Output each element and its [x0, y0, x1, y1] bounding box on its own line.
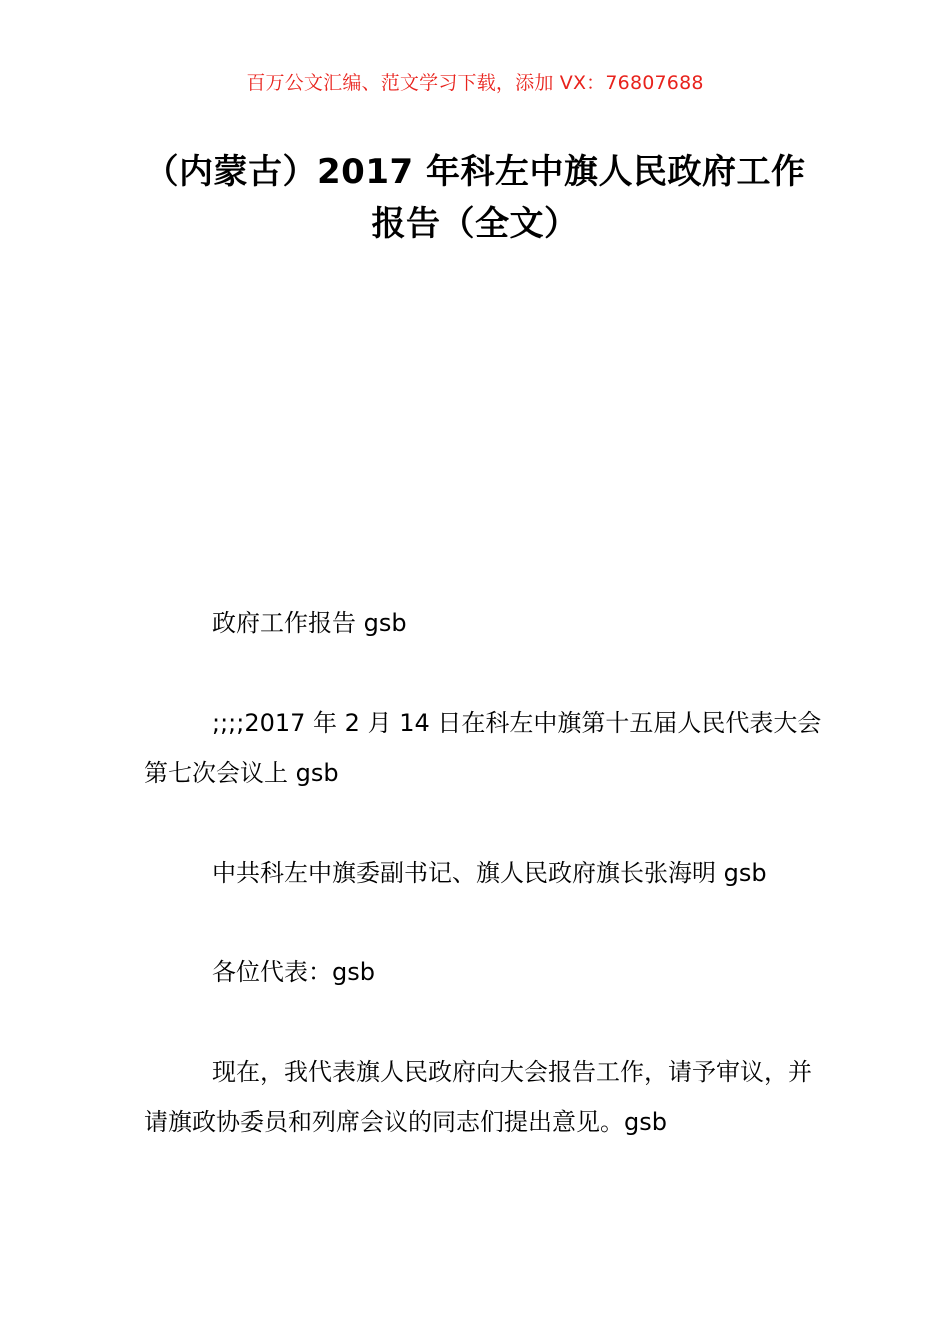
paragraph-speaker: 中共科左中旗委副书记、旗人民政府旗长张海明 gsb: [212, 859, 767, 887]
paragraph-salutation: 各位代表：gsb: [212, 958, 375, 986]
download-notice: 百万公文汇编、范文学习下载，添加 VX：76807688: [246, 72, 704, 94]
document-title: [120, 146, 830, 250]
paragraph-opening: 现在，我代表旗人民政府向大会报告工作，请予审议，并请旗政协委员和列席会议的同志们提出意见。gsb: [144, 1058, 812, 1136]
title-line-2: 报告（全文）: [371, 204, 579, 244]
paragraph-report-label: 政府工作报告 gsb: [212, 609, 407, 637]
title-line-1: （内蒙古）2017 年科左中旗人民政府工作: [144, 152, 806, 192]
paragraph-meeting-date: ;;;;2017 年 2 月 14 日在科左中旗第十五届人民代表大会第七次会议上 gsb: [144, 709, 822, 787]
